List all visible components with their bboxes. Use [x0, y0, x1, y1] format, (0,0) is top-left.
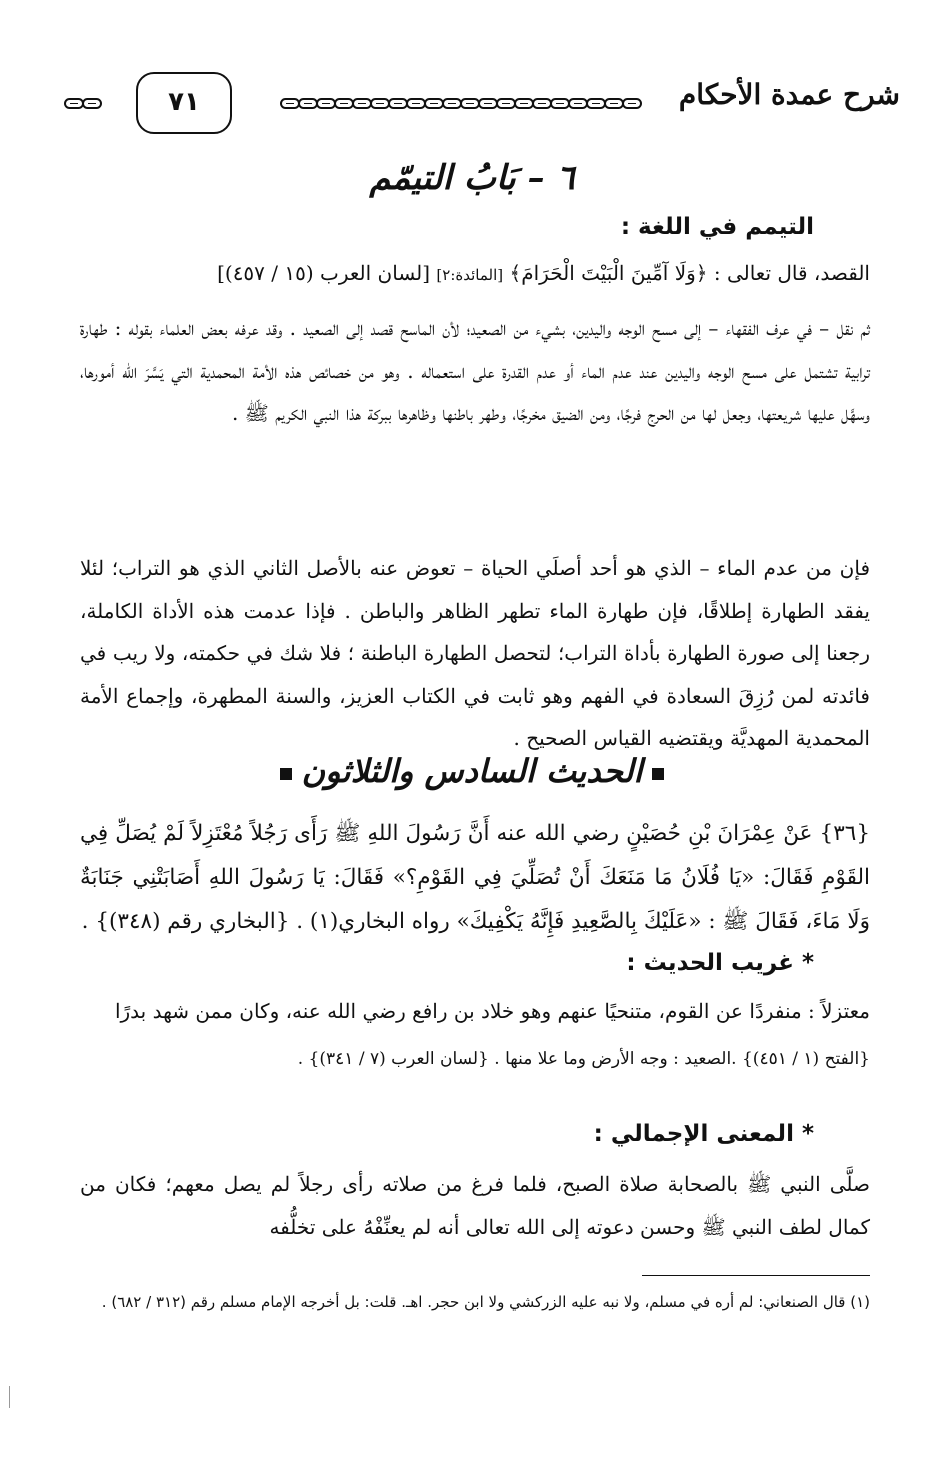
page-number: ٧١ — [136, 72, 232, 134]
hadith-title-text: الحديث السادس والثلاثون — [301, 752, 643, 790]
square-bullet-icon — [652, 768, 664, 780]
decorative-chain-ornament-small — [52, 96, 102, 112]
section-heading-lugha: التيمم في اللغة : — [620, 214, 814, 240]
book-title: شرح عمدة الأحكام — [678, 78, 900, 111]
gharib-line-1: معتزلاً : منفردًا عن القوم، متنحيًا عنهم وهو خلاد بن رافع رضي الله عنه، وكان ممن شهد بدرًا — [114, 999, 870, 1023]
scan-margin-mark — [9, 1386, 10, 1408]
footnote: (١) قال الصنعاني: لم أره في مسلم، ولا نبه عليه الزركشي ولا ابن حجر. اهـ. قلت: بل أخرجه الإمام مسلم رقم (٣١٢ / ٦٨٢) . — [101, 1293, 870, 1311]
paragraph-fuqaha: ثم نقل – في عرف الفقهاء – إلى مسح الوجه واليدين، بشيء من الصعيد؛ لأن الماسح قصد إلى الصعيد . وقد عرفه بعض العلماء بقوله : طهارة ترابية تشتمل على مسح الوجه واليدين عند عدم الماء أو عدم القدرة على استعماله . وهو من خصائص هذه الأمة المحمدية التي يَسَّرَ الله أمورها، وسهَّل عليها شريعتها، وجعل لها من الحرج فرجًا، ومن الضيق مخرجًا، وطهر باطنها وظاهرها ببركة هذا النبي الكريم ﷺ . — [80, 316, 870, 425]
quran-reference: [المائدة:٢] — [436, 266, 504, 284]
hadith-title — [0, 752, 944, 790]
chapter-title: ٦ – بَابُ التيمّم — [369, 158, 575, 198]
section-heading-ijmali: * المعنى الإجمالي : — [593, 1121, 814, 1147]
lugha-definition-text: القصد، قال تعالى : ﴿وَلَا آمِّينَ الْبَيْتَ الْحَرَامَ﴾ — [509, 261, 870, 285]
hadith-text: {٣٦} عَنْ عِمْرَانَ بْنِ حُصَيْنٍ رضي الله عنه أَنَّ رَسُولَ اللهِ ﷺ رَأَى رَجُلاً مُعْتَزِلاً لَمْ يُصَلِّ فِي القَوْمِ فَقَالَ: «يَا فُلَانُ مَا مَنَعَكَ أَنْ تُصَلِّيَ فِي القَوْمِ؟» فَقَالَ: يَا رَسُولَ اللهِ أَصَابَتْنِي جَنَابَةٌ وَلَا مَاءَ، فَقَالَ ﷺ : «عَلَيْكَ بِالصَّعِيدِ فَإِنَّهُ يَكْفِيكَ» رواه البخاري(١) . {البخاري رقم (٣٤٨)} . — [80, 821, 870, 934]
page-header — [40, 72, 900, 144]
lugha-definition — [80, 252, 870, 297]
gharib-line-2: {الفتح (١ / ٤٥١)} .الصعيد : وجه الأرض وما علا منها . {لسان العرب (٧ / ٣٤١)} . — [297, 1049, 870, 1069]
footnote-divider — [642, 1275, 870, 1276]
paragraph-hikma: فإن من عدم الماء – الذي هو أحد أصلَي الحياة – تعوض عنه بالأصل الثاني الذي هو التراب؛ لئلا يفقد الطهارة إطلاقًا، فإن طهارة الماء تطهر الظاهر والباطن . فإذا عدمت هذه الأداة الكاملة، رجعنا إلى صورة الطهارة بأداة التراب؛ لتحصل الطهارة الباطنة ؛ فلا شك في حكمته، ولا ريب في فائدته لمن رُزِقَ السعادة في الفهم وهو ثابت في الكتاب العزيز، والسنة المطهرة، وإجماع الأمة المحمدية المهديَّة ويقتضيه القياس الصحيح . — [80, 556, 871, 750]
section-heading-gharib: * غريب الحديث : — [626, 950, 814, 976]
decorative-chain-ornament — [252, 96, 642, 112]
ijmali-text: صلَّى النبي ﷺ بالصحابة صلاة الصبح، فلما فرغ من صلاته رأى رجلاً لم يصل معهم؛ فكان من كمال لطف النبي ﷺ وحسن دعوته إلى الله تعالى أنه لم يعنِّفْهُ على تخلُّفه — [80, 1172, 870, 1239]
lisan-reference: [لسان العرب (١٥ / ٤٥٧)] — [217, 261, 431, 285]
square-bullet-icon — [280, 768, 292, 780]
